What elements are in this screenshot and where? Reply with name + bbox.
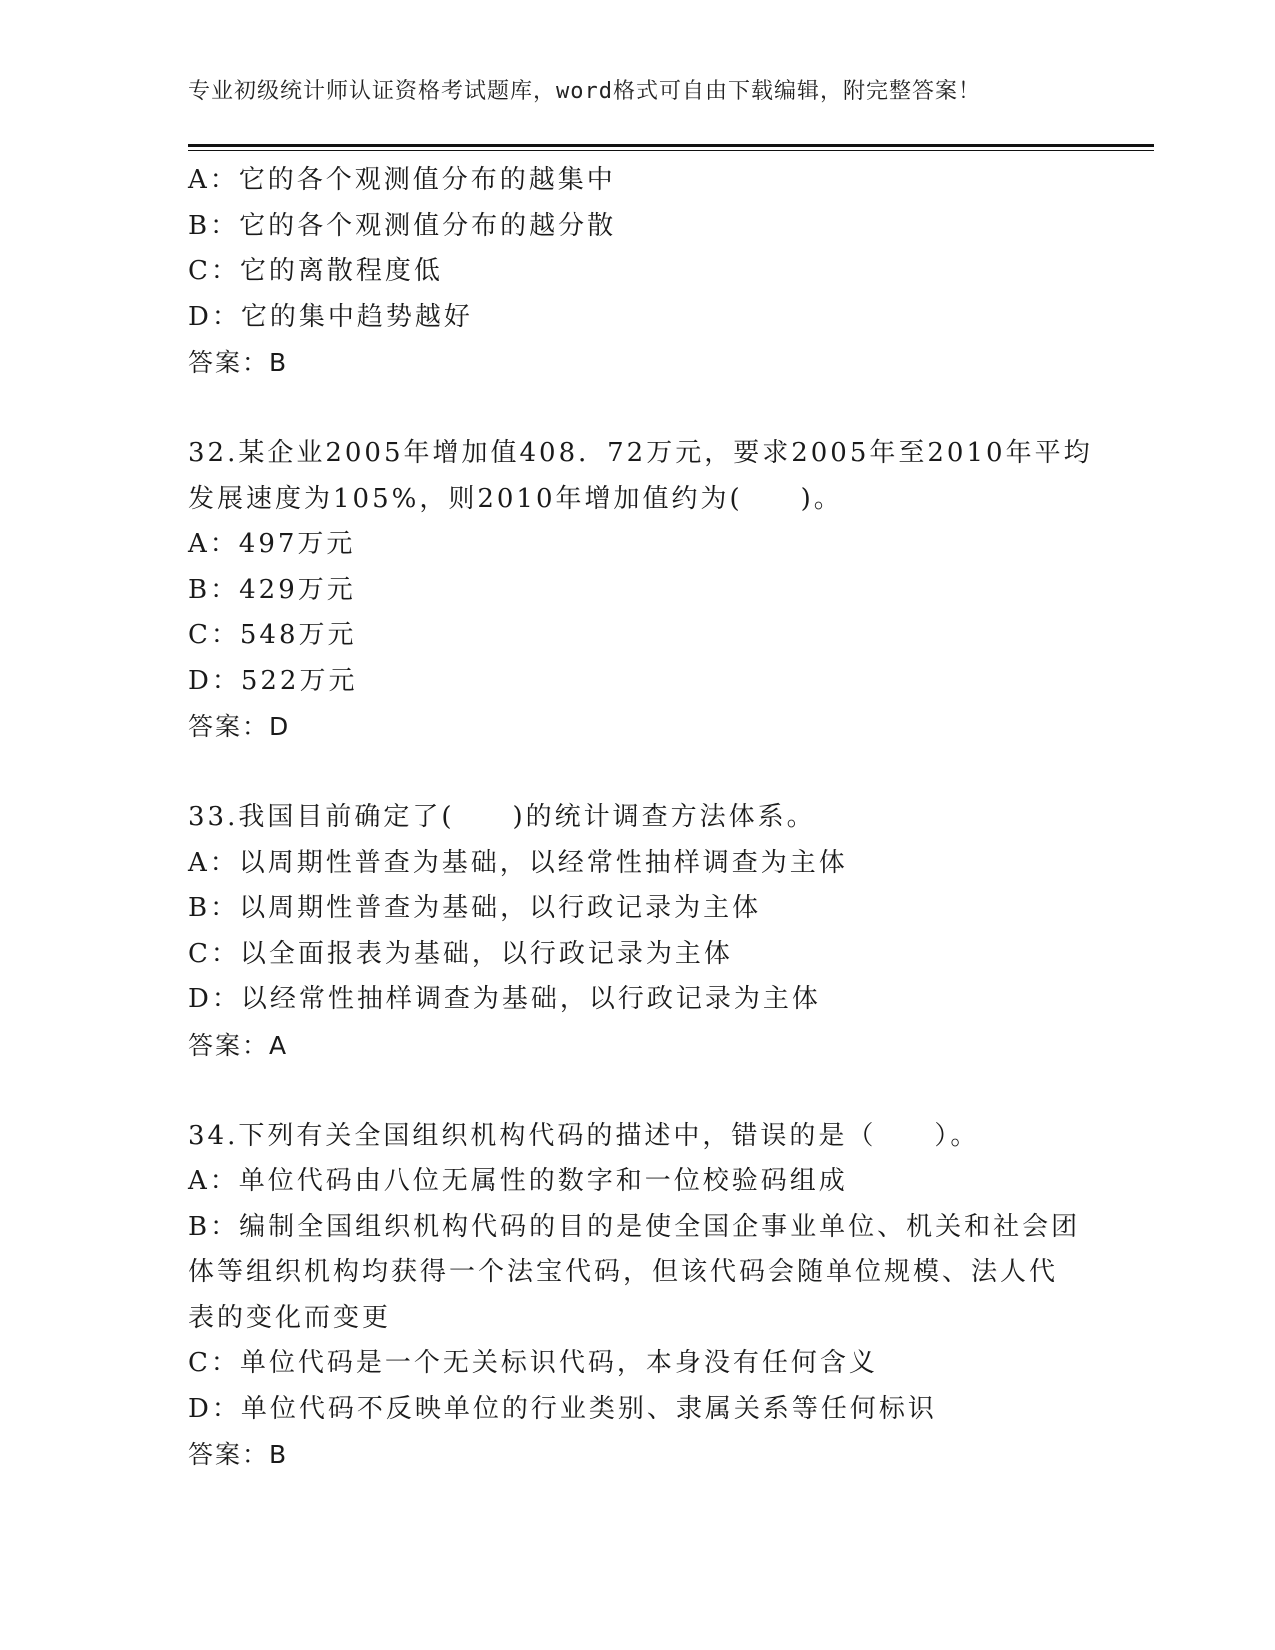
header-rule-thin	[188, 150, 1154, 151]
option-a: A：单位代码由八位无属性的数字和一位校验码组成	[188, 1166, 848, 1196]
option-b-continued: 表的变化而变更	[188, 1302, 392, 1333]
partial-question	[188, 158, 1088, 386]
option-d: D：522万元	[188, 665, 358, 696]
option-b-continued: 体等组织机构均获得一个法宝代码，但该代码会随单位规模、法人代	[188, 1257, 1059, 1287]
option-a: A：它的各个观测值分布的越集中	[188, 165, 616, 195]
question-32	[188, 431, 1093, 750]
page-header: 专业初级统计师认证资格考试题库，word格式可自由下载编辑，附完整答案！	[188, 79, 981, 104]
question-stem: 发展速度为105%，则2010年增加值约为( )。	[188, 483, 843, 514]
option-b: B：429万元	[188, 574, 356, 605]
option-c: C：548万元	[188, 620, 357, 650]
option-a: A：497万元	[188, 529, 356, 559]
header-rule-thick	[188, 144, 1154, 147]
option-a: A：以周期性普查为基础，以经常性抽样调查为主体	[188, 847, 848, 878]
spacer	[188, 1068, 1088, 1114]
answer: 答案：B	[188, 348, 289, 377]
question-stem: 32.某企业2005年增加值408．72万元，要求2005年至2010年平均	[188, 438, 1093, 468]
option-d: D：它的集中趋势越好	[188, 301, 473, 332]
option-d: D：以经常性抽样调查为基础，以行政记录为主体	[188, 984, 821, 1014]
question-content	[188, 158, 1093, 1478]
option-b: B：编制全国组织机构代码的目的是使全国企事业单位、机关和社会团	[188, 1211, 1081, 1242]
answer: 答案：A	[188, 1030, 289, 1060]
question-stem: 33.我国目前确定了( )的统计调查方法体系。	[188, 802, 816, 832]
option-d: D：单位代码不反映单位的行业类别、隶属关系等任何标识	[188, 1393, 937, 1424]
question-34	[188, 1114, 1088, 1478]
question-33	[188, 795, 1088, 1068]
spacer	[188, 386, 1088, 432]
spacer	[188, 750, 1088, 796]
answer: 答案：B	[188, 1440, 289, 1469]
option-c: C：它的离散程度低	[188, 256, 443, 286]
option-c: C：以全面报表为基础，以行政记录为主体	[188, 938, 733, 969]
option-c: C：单位代码是一个无关标识代码，本身没有任何含义	[188, 1348, 878, 1378]
answer: 答案：D	[188, 712, 291, 741]
option-b: B：以周期性普查为基础，以行政记录为主体	[188, 893, 762, 923]
option-b: B：它的各个观测值分布的越分散	[188, 210, 617, 241]
question-stem: 34.下列有关全国组织机构代码的描述中，错误的是（ ）。	[188, 1120, 980, 1151]
